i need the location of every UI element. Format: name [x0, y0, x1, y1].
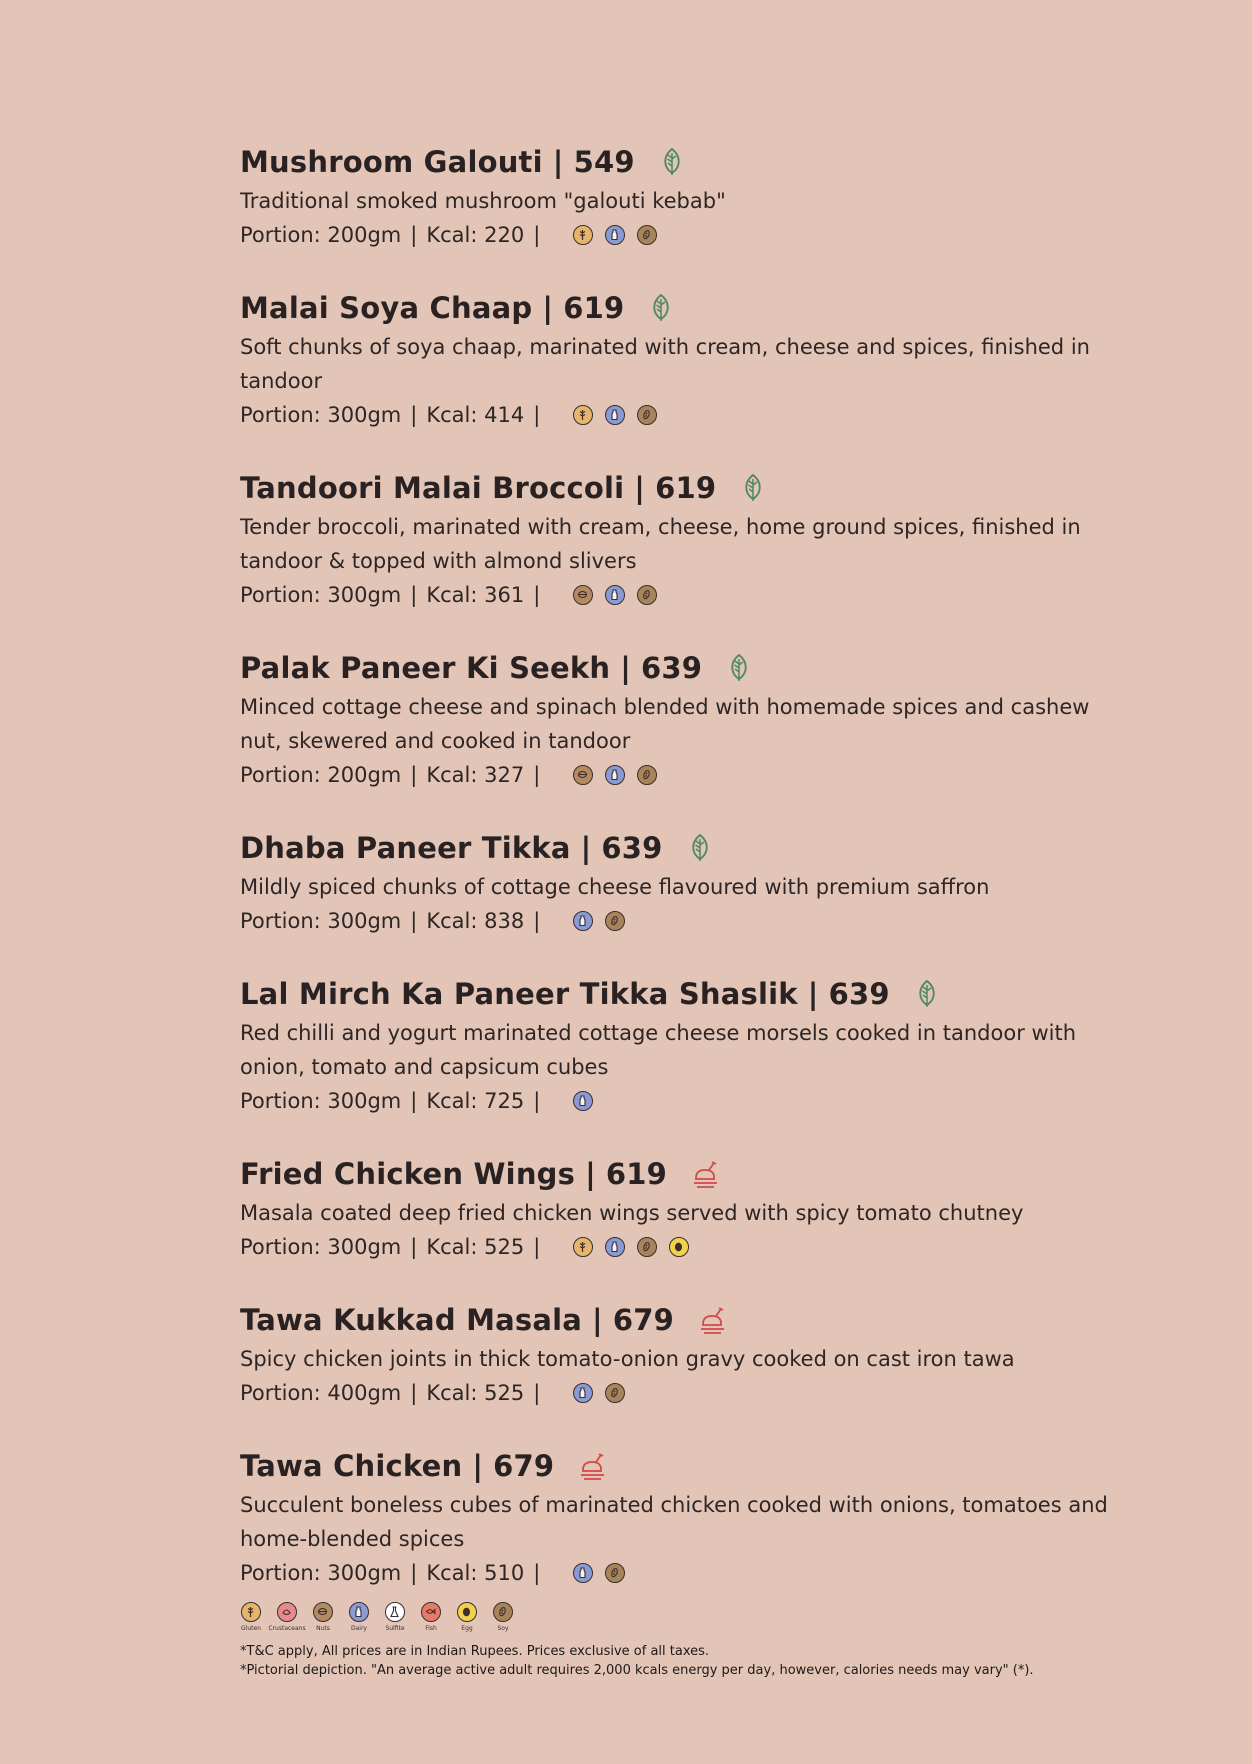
title-separator: |: [592, 1303, 603, 1337]
title-separator: |: [807, 977, 819, 1011]
item-description: Tender broccoli, marinated with cream, cheese, home ground spices, finished in tandoor & topped with almond slivers: [240, 515, 1081, 573]
meta-separator: |: [533, 1235, 541, 1259]
nonveg-chicken-icon: [578, 1451, 604, 1481]
item-meta: [240, 1556, 1120, 1590]
item-allergens: [573, 911, 625, 931]
dairy-icon: [573, 911, 593, 931]
dairy-icon: [573, 1563, 593, 1583]
soy-icon: [605, 1563, 625, 1583]
gluten-icon: [241, 1602, 261, 1622]
dairy-icon: [573, 1383, 593, 1403]
legend-entry: [312, 1602, 334, 1632]
dairy-icon: [349, 1602, 369, 1622]
item-description: Succulent boneless cubes of marinated chicken cooked with onions, tomatoes and home-blended spices: [240, 1493, 1108, 1551]
menu-item: [240, 286, 1120, 432]
item-title: [240, 831, 663, 865]
soy-icon: [605, 1383, 625, 1403]
item-description: Minced cottage cheese and spinach blended with homemade spices and cashew nut, skewered and cooked in tandoor: [240, 695, 1090, 753]
legend-entry: [420, 1602, 442, 1632]
legend-entry: [384, 1602, 406, 1632]
item-portion: Portion: 300gm: [240, 1089, 402, 1113]
title-separator: |: [580, 831, 592, 865]
item-allergens: [573, 1383, 625, 1403]
item-title: [240, 471, 716, 505]
menu-item: [240, 1298, 1120, 1410]
dairy-icon: [605, 1237, 625, 1257]
veg-leaf-icon: [659, 147, 685, 177]
item-title-row: [240, 972, 1120, 1016]
crustaceans-icon: [277, 1602, 297, 1622]
item-portion: Portion: 300gm: [240, 583, 402, 607]
item-kcal: Kcal: 525: [426, 1381, 525, 1405]
dairy-icon: [605, 585, 625, 605]
item-portion: Portion: 200gm: [240, 763, 402, 787]
legend-label: Fish: [425, 1625, 437, 1632]
nonveg-chicken-icon: [698, 1305, 724, 1335]
item-title: [240, 1157, 667, 1191]
fish-icon: [421, 1602, 441, 1622]
item-title-row: [240, 826, 1120, 870]
item-price: 679: [493, 1449, 555, 1483]
item-portion: Portion: 300gm: [240, 1561, 402, 1585]
item-portion: Portion: 300gm: [240, 1235, 402, 1259]
meta-separator: |: [410, 1089, 418, 1113]
item-description: Masala coated deep fried chicken wings served with spicy tomato chutney: [240, 1201, 1024, 1225]
item-kcal: Kcal: 525: [426, 1235, 525, 1259]
soy-icon: [637, 585, 657, 605]
item-title-row: [240, 1152, 1120, 1196]
sulfite-icon: [385, 1602, 405, 1622]
menu-item: [240, 1444, 1120, 1590]
item-description: Soft chunks of soya chaap, marinated with cream, cheese and spices, finished in tandoor: [240, 335, 1090, 393]
item-title-row: [240, 466, 1120, 510]
item-description: Mildly spiced chunks of cottage cheese flavoured with premium saffron: [240, 875, 990, 899]
item-title-row: [240, 1298, 1120, 1342]
item-kcal: Kcal: 414: [426, 403, 525, 427]
item-kcal: Kcal: 510: [426, 1561, 525, 1585]
item-name: Lal Mirch Ka Paneer Tikka Shaslik: [240, 977, 798, 1011]
dairy-icon: [605, 225, 625, 245]
legend-label: Nuts: [316, 1625, 330, 1632]
footer-disclaimer: *Pictorial depiction. "An average active adult requires 2,000 kcals energy per day, however, calories needs may vary" (*).: [240, 1663, 1034, 1678]
item-allergens: [573, 225, 657, 245]
item-meta: [240, 904, 1120, 938]
soy-icon: [637, 1237, 657, 1257]
meta-separator: |: [410, 909, 418, 933]
legend-label: Gluten: [241, 1625, 261, 1632]
item-allergens: [573, 765, 657, 785]
item-meta: [240, 1230, 1120, 1264]
item-price: 619: [655, 471, 717, 505]
allergen-legend: [240, 1602, 514, 1632]
nonveg-chicken-icon: [691, 1159, 717, 1189]
gluten-icon: [573, 225, 593, 245]
veg-leaf-icon: [648, 293, 674, 323]
item-title-row: [240, 140, 1120, 184]
menu-item: [240, 1152, 1120, 1264]
item-name: Tawa Chicken: [240, 1449, 463, 1483]
meta-separator: |: [533, 583, 541, 607]
item-name: Dhaba Paneer Tikka: [240, 831, 571, 865]
legend-label: Crustaceans: [268, 1625, 306, 1632]
item-meta: [240, 758, 1120, 792]
item-title-row: [240, 1444, 1120, 1488]
veg-leaf-icon: [687, 833, 713, 863]
meta-separator: |: [533, 1561, 541, 1585]
legend-entry: [456, 1602, 478, 1632]
item-name: Malai Soya Chaap: [240, 291, 533, 325]
item-description: Red chilli and yogurt marinated cottage cheese morsels cooked in tandoor with onion, tomato and capsicum cubes: [240, 1021, 1077, 1079]
nuts-icon: [573, 585, 593, 605]
item-name: Mushroom Galouti: [240, 145, 543, 179]
dairy-icon: [605, 405, 625, 425]
item-meta: [240, 398, 1120, 432]
meta-separator: |: [410, 583, 418, 607]
item-name: Fried Chicken Wings: [240, 1157, 576, 1191]
item-price: 639: [828, 977, 890, 1011]
title-separator: |: [552, 145, 564, 179]
item-price: 679: [612, 1303, 674, 1337]
item-price: 639: [601, 831, 663, 865]
item-meta: [240, 1084, 1120, 1118]
soy-icon: [637, 225, 657, 245]
item-title: [240, 977, 890, 1011]
veg-leaf-icon: [726, 653, 752, 683]
menu-item: [240, 466, 1120, 612]
dairy-icon: [605, 765, 625, 785]
item-portion: Portion: 200gm: [240, 223, 402, 247]
item-kcal: Kcal: 838: [426, 909, 525, 933]
legend-label: Soy: [497, 1625, 509, 1632]
title-separator: |: [634, 471, 646, 505]
title-separator: |: [620, 651, 632, 685]
item-title: [240, 1449, 554, 1483]
meta-separator: |: [533, 909, 541, 933]
soy-icon: [637, 765, 657, 785]
item-meta: [240, 578, 1120, 612]
meta-separator: |: [410, 763, 418, 787]
veg-leaf-icon: [740, 473, 766, 503]
menu-list: [240, 140, 1120, 1590]
nuts-icon: [573, 765, 593, 785]
title-separator: |: [585, 1157, 596, 1191]
legend-entry: [268, 1602, 306, 1632]
item-price: 619: [605, 1157, 668, 1191]
item-allergens: [573, 585, 657, 605]
soy-icon: [637, 405, 657, 425]
egg-icon: [669, 1237, 689, 1257]
item-allergens: [573, 1563, 625, 1583]
item-price: 549: [573, 145, 635, 179]
meta-separator: |: [533, 1089, 541, 1113]
item-name: Tandoori Malai Broccoli: [240, 471, 625, 505]
meta-separator: |: [533, 1381, 541, 1405]
meta-separator: |: [410, 1381, 418, 1405]
item-description: Traditional smoked mushroom "galouti kebab": [240, 189, 726, 213]
item-name: Palak Paneer Ki Seekh: [240, 651, 611, 685]
menu-item: [240, 826, 1120, 938]
title-separator: |: [542, 291, 554, 325]
item-allergens: [573, 1237, 689, 1257]
footer-notes: [240, 1642, 1034, 1680]
soy-icon: [493, 1602, 513, 1622]
item-allergens: [573, 1091, 593, 1111]
menu-item: [240, 140, 1120, 252]
legend-entry: [492, 1602, 514, 1632]
meta-separator: |: [410, 403, 418, 427]
item-title: [240, 651, 702, 685]
meta-separator: |: [410, 1235, 418, 1259]
item-allergens: [573, 405, 657, 425]
menu-item: [240, 646, 1120, 792]
item-meta: [240, 218, 1120, 252]
item-kcal: Kcal: 725: [426, 1089, 525, 1113]
meta-separator: |: [533, 763, 541, 787]
item-title-row: [240, 286, 1120, 330]
item-portion: Portion: 300gm: [240, 909, 402, 933]
dairy-icon: [573, 1091, 593, 1111]
item-title: [240, 145, 635, 179]
item-portion: Portion: 300gm: [240, 403, 402, 427]
item-price: 639: [641, 651, 703, 685]
soy-icon: [605, 911, 625, 931]
gluten-icon: [573, 405, 593, 425]
egg-icon: [457, 1602, 477, 1622]
item-meta: [240, 1376, 1120, 1410]
item-title: [240, 291, 624, 325]
legend-label: Dairy: [351, 1625, 367, 1632]
item-kcal: Kcal: 327: [426, 763, 525, 787]
meta-separator: |: [410, 1561, 418, 1585]
item-title: [240, 1303, 674, 1337]
item-price: 619: [563, 291, 625, 325]
meta-separator: |: [410, 223, 418, 247]
veg-leaf-icon: [914, 979, 940, 1009]
item-name: Tawa Kukkad Masala: [240, 1303, 583, 1337]
footer-terms: *T&C apply, All prices are in Indian Rupees. Prices exclusive of all taxes.: [240, 1644, 710, 1659]
item-kcal: Kcal: 220: [426, 223, 525, 247]
meta-separator: |: [533, 403, 541, 427]
item-title-row: [240, 646, 1120, 690]
meta-separator: |: [533, 223, 541, 247]
legend-entry: [240, 1602, 262, 1632]
gluten-icon: [573, 1237, 593, 1257]
menu-item: [240, 972, 1120, 1118]
nuts-icon: [313, 1602, 333, 1622]
item-portion: Portion: 400gm: [240, 1381, 402, 1405]
title-separator: |: [472, 1449, 484, 1483]
item-kcal: Kcal: 361: [426, 583, 525, 607]
item-description: Spicy chicken joints in thick tomato-onion gravy cooked on cast iron tawa: [240, 1347, 1015, 1371]
legend-label: Egg: [461, 1625, 473, 1632]
legend-label: Sulfite: [385, 1625, 405, 1632]
legend-entry: [348, 1602, 370, 1632]
